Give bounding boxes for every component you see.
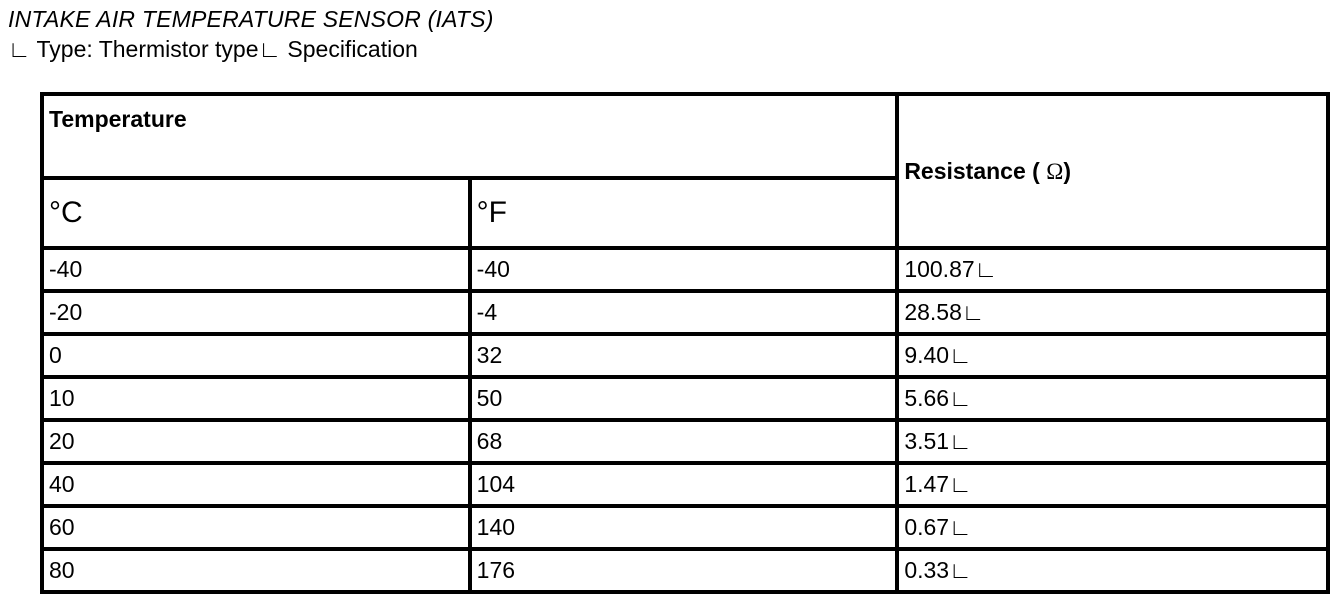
fahrenheit-cell: -4 (470, 291, 898, 334)
resistance-cell: 100.87∟ (897, 248, 1328, 291)
fahrenheit-cell: 176 (470, 549, 898, 592)
resistance-cell: 5.66∟ (897, 377, 1328, 420)
fahrenheit-header: °F (470, 178, 898, 248)
celsius-cell: 80 (42, 549, 470, 592)
fahrenheit-cell: 50 (470, 377, 898, 420)
celsius-cell: 60 (42, 506, 470, 549)
fahrenheit-cell: -40 (470, 248, 898, 291)
celsius-cell: 20 (42, 420, 470, 463)
resistance-cell: 9.40∟ (897, 334, 1328, 377)
celsius-cell: -20 (42, 291, 470, 334)
celsius-header: °C (42, 178, 470, 248)
resistance-cell: 3.51∟ (897, 420, 1328, 463)
table-header-row-1 (42, 94, 1328, 178)
table-row (42, 377, 1328, 420)
table-row (42, 506, 1328, 549)
table-row (42, 463, 1328, 506)
document-subtitle: ∟ Type: Thermistor type∟ Specification (8, 36, 418, 62)
resistance-header-close: ) (1063, 157, 1071, 184)
table-row (42, 334, 1328, 377)
resistance-cell: 1.47∟ (897, 463, 1328, 506)
temperature-header: Temperature (42, 94, 897, 178)
resistance-spec-table (40, 92, 1330, 594)
table-row (42, 248, 1328, 291)
resistance-header-label: Resistance ( (904, 157, 1040, 184)
fahrenheit-cell: 32 (470, 334, 898, 377)
celsius-cell: 10 (42, 377, 470, 420)
resistance-cell: 28.58∟ (897, 291, 1328, 334)
ohm-symbol: Ω (1046, 158, 1064, 184)
resistance-cell: 0.67∟ (897, 506, 1328, 549)
celsius-cell: -40 (42, 248, 470, 291)
table-row (42, 291, 1328, 334)
celsius-cell: 0 (42, 334, 470, 377)
fahrenheit-cell: 140 (470, 506, 898, 549)
document-title: INTAKE AIR TEMPERATURE SENSOR (IATS) (8, 6, 494, 32)
table-row (42, 420, 1328, 463)
resistance-header (897, 94, 1328, 248)
fahrenheit-cell: 68 (470, 420, 898, 463)
resistance-cell: 0.33∟ (897, 549, 1328, 592)
table-row (42, 549, 1328, 592)
fahrenheit-cell: 104 (470, 463, 898, 506)
celsius-cell: 40 (42, 463, 470, 506)
